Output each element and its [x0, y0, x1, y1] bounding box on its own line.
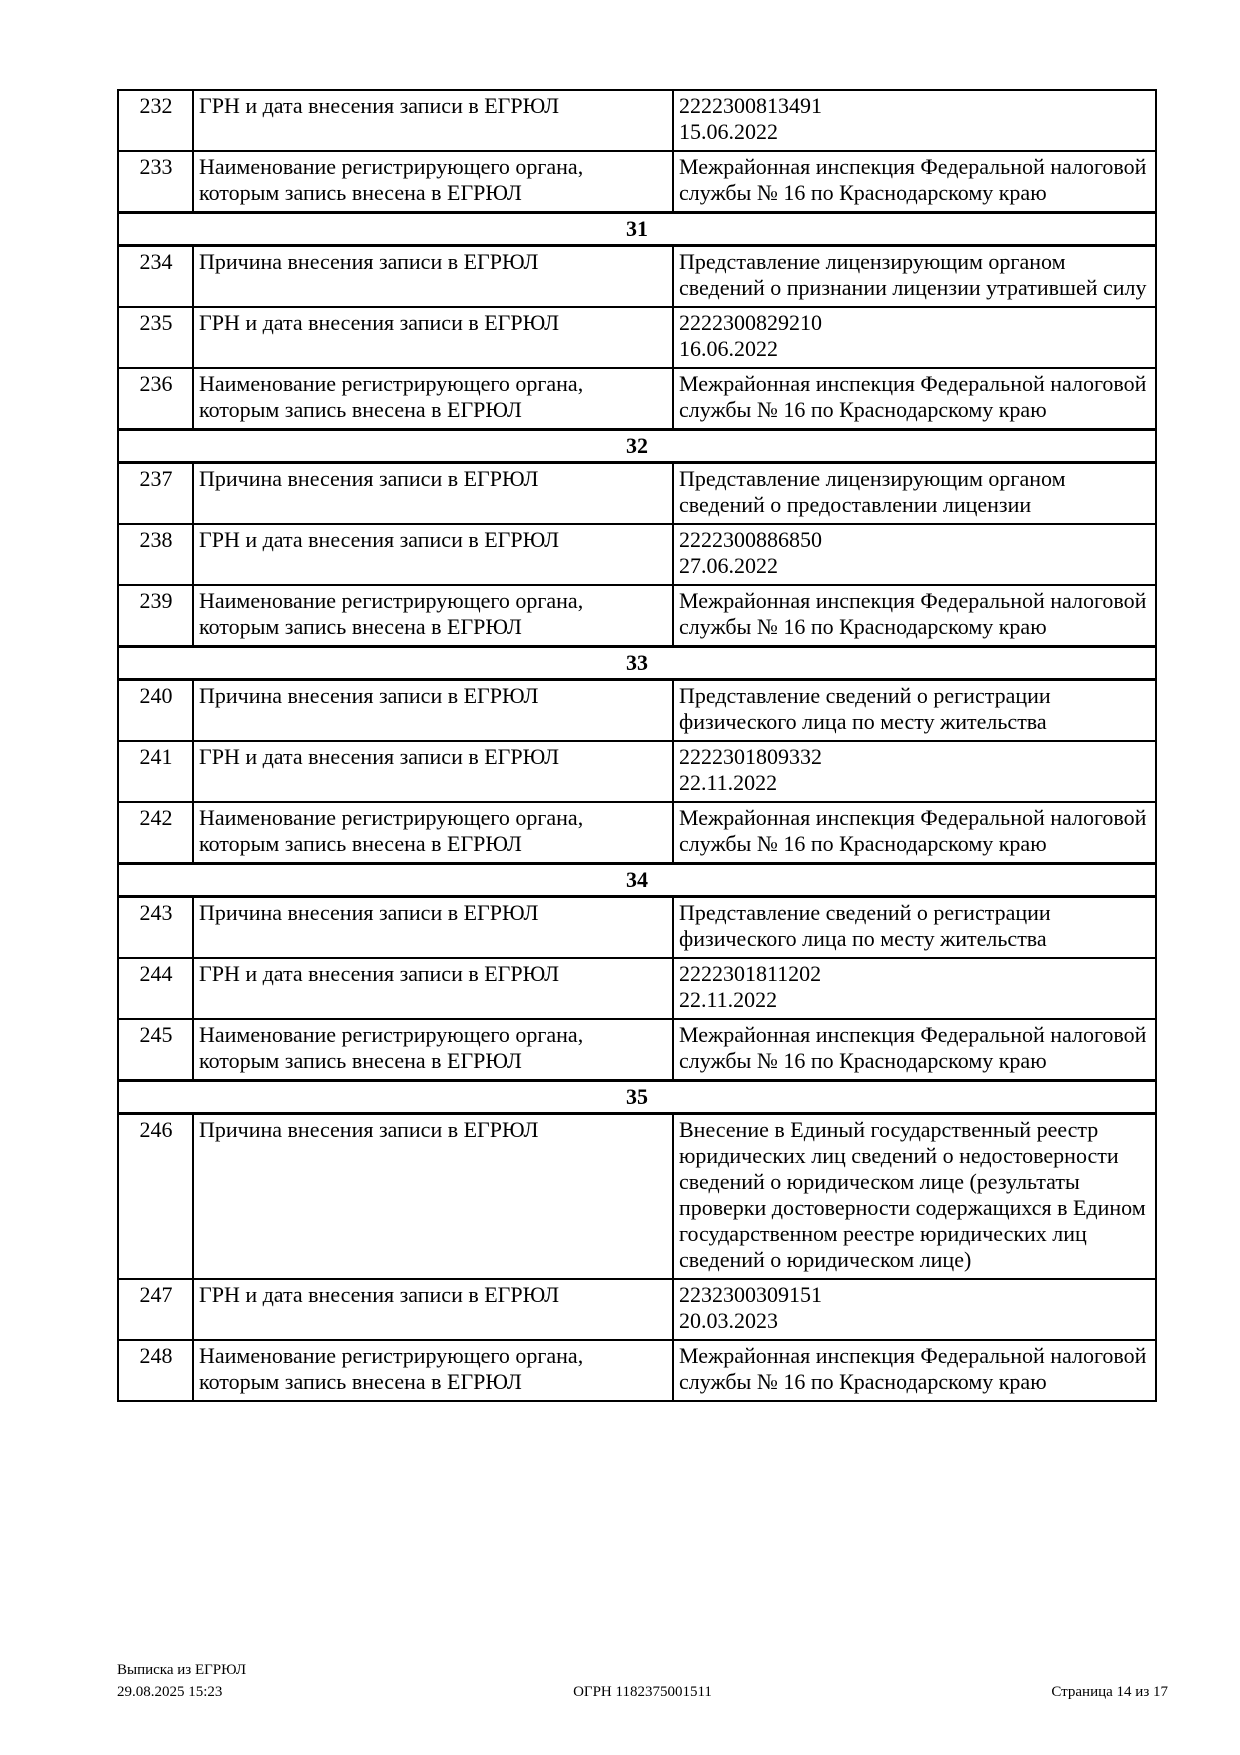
section-number-cell: 35	[118, 1081, 1156, 1114]
value-cell	[673, 151, 1156, 213]
value-line: Внесение в Единый государственный реестр юридических лиц сведений о недостоверности сведений о юридическом лице (результаты проверки достоверности содержащихся в Едином государственном реестре юридических лиц сведений о юридическом лице)	[679, 1117, 1146, 1272]
field-label-cell: Наименование регистрирующего органа, которым запись внесена в ЕГРЮЛ	[193, 802, 673, 864]
value-cell	[673, 1340, 1156, 1401]
egrul-table-body	[118, 90, 1156, 1401]
field-label-cell: ГРН и дата внесения записи в ЕГРЮЛ	[193, 741, 673, 802]
row-number-cell: 239	[118, 585, 193, 647]
table-row	[118, 246, 1156, 308]
field-label-cell: Наименование регистрирующего органа, которым запись внесена в ЕГРЮЛ	[193, 1340, 673, 1401]
value-cell	[673, 90, 1156, 151]
value-line: 27.06.2022	[679, 553, 778, 578]
section-number-cell: 31	[118, 213, 1156, 246]
field-label-cell: Причина внесения записи в ЕГРЮЛ	[193, 897, 673, 959]
footer-ogrn: ОГРН 1182375001511	[573, 1684, 712, 1700]
value-line: 2222301809332	[679, 744, 822, 769]
value-cell	[673, 463, 1156, 525]
field-label-cell: ГРН и дата внесения записи в ЕГРЮЛ	[193, 1279, 673, 1340]
table-row	[118, 1279, 1156, 1340]
row-number-cell: 248	[118, 1340, 193, 1401]
footer-page-number: Страница 14 из 17	[1051, 1684, 1168, 1700]
table-row	[118, 585, 1156, 647]
value-line: 2222300886850	[679, 527, 822, 552]
row-number-cell: 241	[118, 741, 193, 802]
value-line: Представление сведений о регистрации физического лица по месту жительства	[679, 900, 1051, 951]
field-label-cell: Причина внесения записи в ЕГРЮЛ	[193, 463, 673, 525]
value-line: Межрайонная инспекция Федеральной налоговой службы № 16 по Краснодарскому краю	[679, 588, 1147, 639]
value-cell	[673, 958, 1156, 1019]
value-line: Представление лицензирующим органом сведений о признании лицензии утратившей силу	[679, 249, 1147, 300]
footer-doc-type: Выписка из ЕГРЮЛ	[117, 1662, 246, 1678]
field-label-cell: ГРН и дата внесения записи в ЕГРЮЛ	[193, 524, 673, 585]
field-label-cell: Причина внесения записи в ЕГРЮЛ	[193, 1114, 673, 1280]
value-line: 2232300309151	[679, 1282, 822, 1307]
section-row	[118, 1081, 1156, 1114]
footer-doc-info	[117, 1659, 246, 1703]
value-line: Межрайонная инспекция Федеральной налоговой службы № 16 по Краснодарскому краю	[679, 371, 1147, 422]
table-row	[118, 1340, 1156, 1401]
value-line: Межрайонная инспекция Федеральной налоговой службы № 16 по Краснодарскому краю	[679, 805, 1147, 856]
value-line: 16.06.2022	[679, 336, 778, 361]
row-number-cell: 243	[118, 897, 193, 959]
row-number-cell: 236	[118, 368, 193, 430]
value-cell	[673, 680, 1156, 742]
table-row	[118, 1019, 1156, 1081]
value-line: Межрайонная инспекция Федеральной налоговой службы № 16 по Краснодарскому краю	[679, 1022, 1147, 1073]
value-line: 15.06.2022	[679, 119, 778, 144]
egrul-records-table	[117, 89, 1157, 1402]
row-number-cell: 244	[118, 958, 193, 1019]
table-row	[118, 307, 1156, 368]
value-cell	[673, 246, 1156, 308]
row-number-cell: 246	[118, 1114, 193, 1280]
table-row	[118, 1114, 1156, 1280]
table-row	[118, 151, 1156, 213]
value-line: 2222301811202	[679, 961, 822, 986]
value-cell	[673, 307, 1156, 368]
table-row	[118, 741, 1156, 802]
table-row	[118, 802, 1156, 864]
row-number-cell: 233	[118, 151, 193, 213]
row-number-cell: 247	[118, 1279, 193, 1340]
field-label-cell: Причина внесения записи в ЕГРЮЛ	[193, 680, 673, 742]
value-line: 2222300829210	[679, 310, 822, 335]
value-line: 20.03.2023	[679, 1308, 778, 1333]
field-label-cell: ГРН и дата внесения записи в ЕГРЮЛ	[193, 307, 673, 368]
field-label-cell: ГРН и дата внесения записи в ЕГРЮЛ	[193, 90, 673, 151]
section-row	[118, 213, 1156, 246]
table-row	[118, 524, 1156, 585]
row-number-cell: 238	[118, 524, 193, 585]
section-number-cell: 34	[118, 864, 1156, 897]
row-number-cell: 234	[118, 246, 193, 308]
value-cell	[673, 1019, 1156, 1081]
value-cell	[673, 741, 1156, 802]
section-row	[118, 647, 1156, 680]
section-row	[118, 864, 1156, 897]
page-footer	[117, 1659, 1168, 1705]
table-row	[118, 368, 1156, 430]
value-cell	[673, 802, 1156, 864]
table-row	[118, 90, 1156, 151]
value-cell	[673, 585, 1156, 647]
value-line: 22.11.2022	[679, 770, 778, 795]
value-line: 22.11.2022	[679, 987, 778, 1012]
footer-generated-datetime: 29.08.2025 15:23	[117, 1684, 223, 1700]
value-cell	[673, 1279, 1156, 1340]
field-label-cell: Причина внесения записи в ЕГРЮЛ	[193, 246, 673, 308]
table-row	[118, 463, 1156, 525]
value-line: Межрайонная инспекция Федеральной налоговой службы № 16 по Краснодарскому краю	[679, 1343, 1147, 1394]
table-row	[118, 958, 1156, 1019]
value-line: Представление сведений о регистрации физического лица по месту жительства	[679, 683, 1051, 734]
section-row	[118, 430, 1156, 463]
field-label-cell: ГРН и дата внесения записи в ЕГРЮЛ	[193, 958, 673, 1019]
value-line: 2222300813491	[679, 93, 822, 118]
row-number-cell: 245	[118, 1019, 193, 1081]
value-cell	[673, 524, 1156, 585]
field-label-cell: Наименование регистрирующего органа, которым запись внесена в ЕГРЮЛ	[193, 585, 673, 647]
value-line: Межрайонная инспекция Федеральной налоговой службы № 16 по Краснодарскому краю	[679, 154, 1147, 205]
row-number-cell: 232	[118, 90, 193, 151]
row-number-cell: 240	[118, 680, 193, 742]
field-label-cell: Наименование регистрирующего органа, которым запись внесена в ЕГРЮЛ	[193, 368, 673, 430]
value-line: Представление лицензирующим органом сведений о предоставлении лицензии	[679, 466, 1066, 517]
table-row	[118, 897, 1156, 959]
value-cell	[673, 1114, 1156, 1280]
section-number-cell: 33	[118, 647, 1156, 680]
row-number-cell: 235	[118, 307, 193, 368]
value-cell	[673, 897, 1156, 959]
row-number-cell: 242	[118, 802, 193, 864]
field-label-cell: Наименование регистрирующего органа, которым запись внесена в ЕГРЮЛ	[193, 151, 673, 213]
value-cell	[673, 368, 1156, 430]
field-label-cell: Наименование регистрирующего органа, которым запись внесена в ЕГРЮЛ	[193, 1019, 673, 1081]
section-number-cell: 32	[118, 430, 1156, 463]
row-number-cell: 237	[118, 463, 193, 525]
table-row	[118, 680, 1156, 742]
